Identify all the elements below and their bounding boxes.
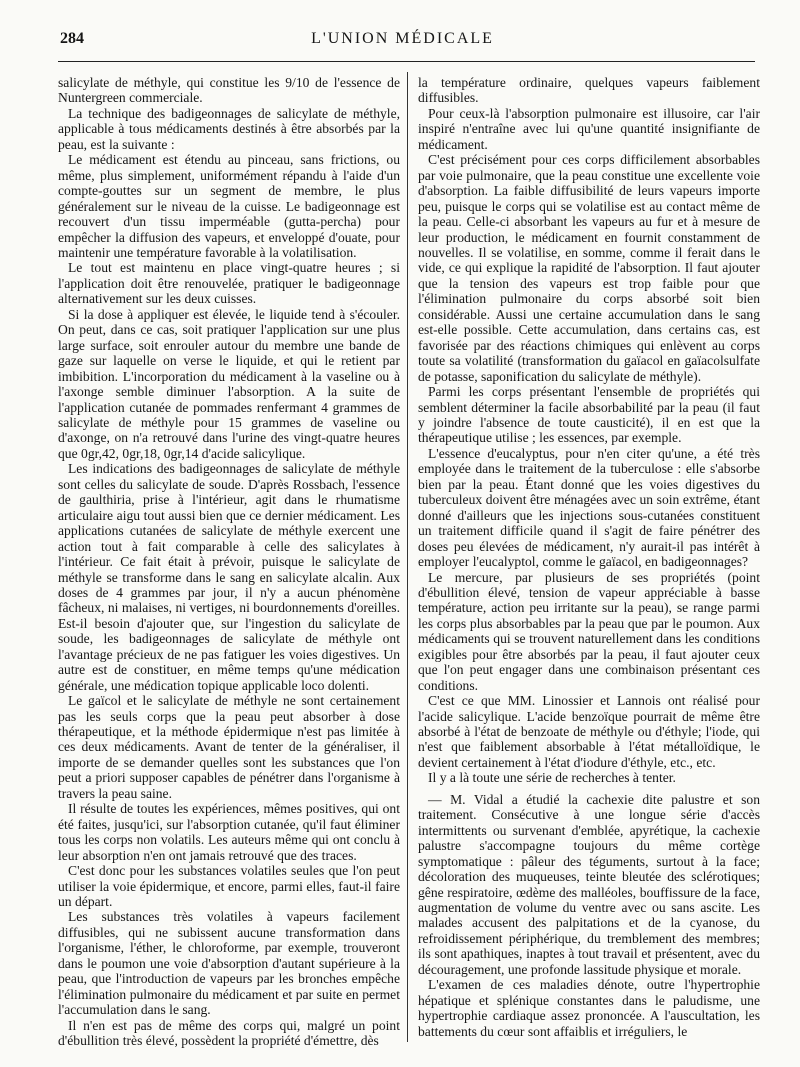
paragraph: Le gaïcol et le salicylate de méthyle ne sont certainement pas les seuls corps que la peau peut absorber à dose thérapeutique, et la méthode épidermique n'est pas limitée à ces deux médicaments. Avant de tenter de la généraliser, il importe de se demander quelles sont les substances que l'on peut a priori supposer capables de pénétrer dans l'organisme à travers la peau saine. — [58, 693, 400, 801]
page-header — [50, 28, 755, 54]
paragraph: — M. Vidal a étudié la cachexie dite palustre et son traitement. Consécutive à une longue série d'accès intermittents ou survenant d'emblée, apyrétique, la cachexie palustre s'accompagne toujours du même cortège symptomatique : pâleur des téguments, surtout à la face; décoloration des muqueuses, teinte bleutée des sclérotiques; gêne respiratoire, œdème des malléoles, bouffissure de la face, augmentation de volume du ventre avec ou sans ascite. Les malades accusent des palpitations et de la cyanose, du refroidissement périphérique, du tremblement des membres; ils sont apathiques, inaptes à tout travail et présentent, avec du découragement, une profonde lassitude physique et morale. — [418, 791, 760, 977]
paragraph: C'est donc pour les substances volatiles seules que l'on peut utiliser la voie épidermique, et encore, parmi elles, faut-il faire un départ. — [58, 863, 400, 910]
header-rule — [58, 61, 755, 62]
paragraph: Il résulte de toutes les expériences, mêmes positives, qui ont été faites, jusqu'ici, sur l'absorption cutanée, qu'il faut éliminer tous les corps non volatils. Les auteurs même qui ont conclu à leur absorption n'en ont jamais retrouvé que des traces. — [58, 801, 400, 863]
paragraph: Il y a là toute une série de recherches à tenter. — [428, 770, 676, 786]
paragraph: La technique des badigeonnages de salicylate de méthyle, applicable à tous médicaments destinés à être absorbés par la peau, est la suivante : — [58, 105, 400, 152]
right-column — [418, 75, 760, 1039]
page-number: 284 — [60, 30, 84, 47]
column-divider — [407, 72, 408, 1042]
paragraph: Si la dose à appliquer est élevée, le liquide tend à s'écouler. On peut, dans ce cas, soit pratiquer l'application sur une plus large surface, soit enrouler autour du membre une bande de gaze sur laquelle on verse le liquide, et qui le retient par imbibition. L'incorporation du médicament à la vaseline ou à l'axonge semble diminuer l'absorption. A la suite de l'application cutanée de pommades renfermant 4 grammes de salicylate de méthyle pour 15 grammes de vaseline ou d'axonge, on n'a retrouvé dans l'urine des vingt-quatre heures que 0gr,42, 0gr,18, 0gr,14 d'acide salicylique. — [58, 306, 400, 461]
paragraph: la température ordinaire, quelques vapeurs faiblement diffusibles. — [418, 75, 760, 106]
paragraph: Pour ceux-là l'absorption pulmonaire est illusoire, car l'air inspiré n'entraîne avec lui qu'une quantité insignifiante de médicament. — [418, 105, 760, 152]
paragraph: Le tout est maintenu en place vingt-quatre heures ; si l'application doit être renouvelée, pratiquer le badigeonnage alternativement sur les deux cuisses. — [58, 260, 400, 307]
paragraph: Le mercure, par plusieurs de ses propriétés (point d'ébullition élevé, tension de vapeur appréciable à basse température, action peu irritante sur la peau), se range parmi les corps plus absorbables par la peau que par le poumon. Aux médicaments qui se trouvent naturellement dans les conditions exigibles pour être absorbés par la peau, il faut ajouter ceux que l'on peut engager dans une combinaison présentant ces conditions. — [418, 569, 760, 693]
paragraph: C'est précisément pour ces corps difficilement absorbables par voie pulmonaire, que la peau constitue une excellente voie d'absorption. La faible diffusibilité de leurs vapeurs importe peu, puisque le corps qui se volatilise est au contact même de la peau. Celle-ci absorbant les vapeurs au fur et à mesure de leur production, le médicament en fournit constamment de nouvelles. Il se volatilise, en somme, comme il ferait dans le vide, ce qui explique la rapidité de l'absorption. Il faut ajouter que la tension des vapeurs est trop faible pour que l'élimination pulmonaire du corps absorbé soit bien considérable. Aussi une certaine accumulation dans le sang est-elle possible. Cette accumulation, dans certains cas, est favorisée par des réactions chimiques qui enlèvent au corps toute sa volatilité (transformation du gaïacol en gaïacolsulfate de potasse, saponification du salicylate de méthyle). — [418, 152, 760, 384]
paragraph: Parmi les corps présentant l'ensemble de propriétés qui semblent déterminer la facile absorbabilité par la peau (il faut y joindre l'absence de toute causticité), il en est que la thérapeutique utilise ; les essences, par exemple. — [418, 384, 760, 446]
paragraph: L'essence d'eucalyptus, pour n'en citer qu'une, a été très employée dans le traitement de la tuberculose : elle s'absorbe bien par la peau. Étant donné que les voies digestives du tuberculeux doivent être ménagées avec un soin extrême, étant donné d'ailleurs que les injections sous-cutanées constituent un traitement difficile quand il s'agit de faire pénétrer des doses peu élevées de médicament, n'y aurait-il pas intérêt à employer l'eucalyptol, comme le gaïacol, en badigeonnages? — [418, 445, 760, 570]
paragraph: C'est ce que MM. Linossier et Lannois ont réalisé pour l'acide salicylique. L'acide benzoïque pourrait de même être absorbé à l'état de benzoate de méthyle ou d'éthyle; l'iode, qui n'est que faiblement absorbable à l'état métalloïdique, le devient certainement à l'état d'iodure d'éthyle, etc., etc. — [418, 693, 760, 770]
paragraph: Les indications des badigeonnages de salicylate de méthyle sont celles du salicylate de soude. D'après Rossbach, l'essence de gaulthiria, prise à l'intérieur, agit dans le rhumatisme articulaire aigu tout aussi bien que ce dernier médicament. Les applications cutanées de salicylate de méthyle exercent une action tout à fait comparable à celle des salicylates à l'intérieur. Ce fait était à prévoir, puisque le salicylate de méthyle se transforme dans le sang en salicylate alcalin. Aux doses de 4 grammes par jour, il n'y a aucun phénomène fâcheux, ni malaises, ni vertiges, ni bourdonnements d'oreilles. Est-il besoin d'ajouter que, sur l'ingestion du salicylate de soude, les badigeonnages de salicylate de méthyle ont l'avantage précieux de ne pas fatiguer les voies digestives. Un autre est de constituer, en même temps qu'une médication générale, une médication topique applicable loco dolenti. — [58, 461, 400, 693]
paragraph: Le médicament est étendu au pinceau, sans frictions, ou même, plus simplement, uniformément répandu à l'aide d'un compte-gouttes sur un segment de membre, le plus généralement sur le niveau de la cuisse. Le badigeonnage est recouvert d'un tissu imperméable (gutta-percha) pour empêcher la diffusion des vapeurs, et enveloppé d'ouate, pour maintenir une température favorable à la volatilisation. — [58, 152, 400, 260]
paragraph: salicylate de méthyle, qui constitue les 9/10 de l'essence de Nuntergreen commerciale. — [58, 75, 400, 106]
paragraph: Il n'en est pas de même des corps qui, malgré un point d'ébullition très élevé, possèdent la propriété d'émettre, dès — [58, 1017, 400, 1049]
running-title: L'UNION MÉDICALE — [311, 30, 494, 47]
paragraph: Les substances très volatiles à vapeurs facilement diffusibles, qui ne subissent aucune transformation dans l'organisme, l'éther, le chloroforme, par exemple, trouveront dans le poumon une voie d'absorption d'autant supérieure à la peau, que l'introduction de vapeurs par les bronches empêche l'élimination pulmonaire du médicament et par suite en permet l'accumulation dans le sang. — [58, 909, 400, 1018]
paragraph: L'examen de ces maladies dénote, outre l'hypertrophie hépatique et splénique constantes dans le paludisme, une hypertrophie cardiaque assez prononcée. A l'auscultation, les battements du cœur sont affaiblis et irréguliers, le — [418, 977, 760, 1039]
left-column — [58, 75, 400, 1049]
